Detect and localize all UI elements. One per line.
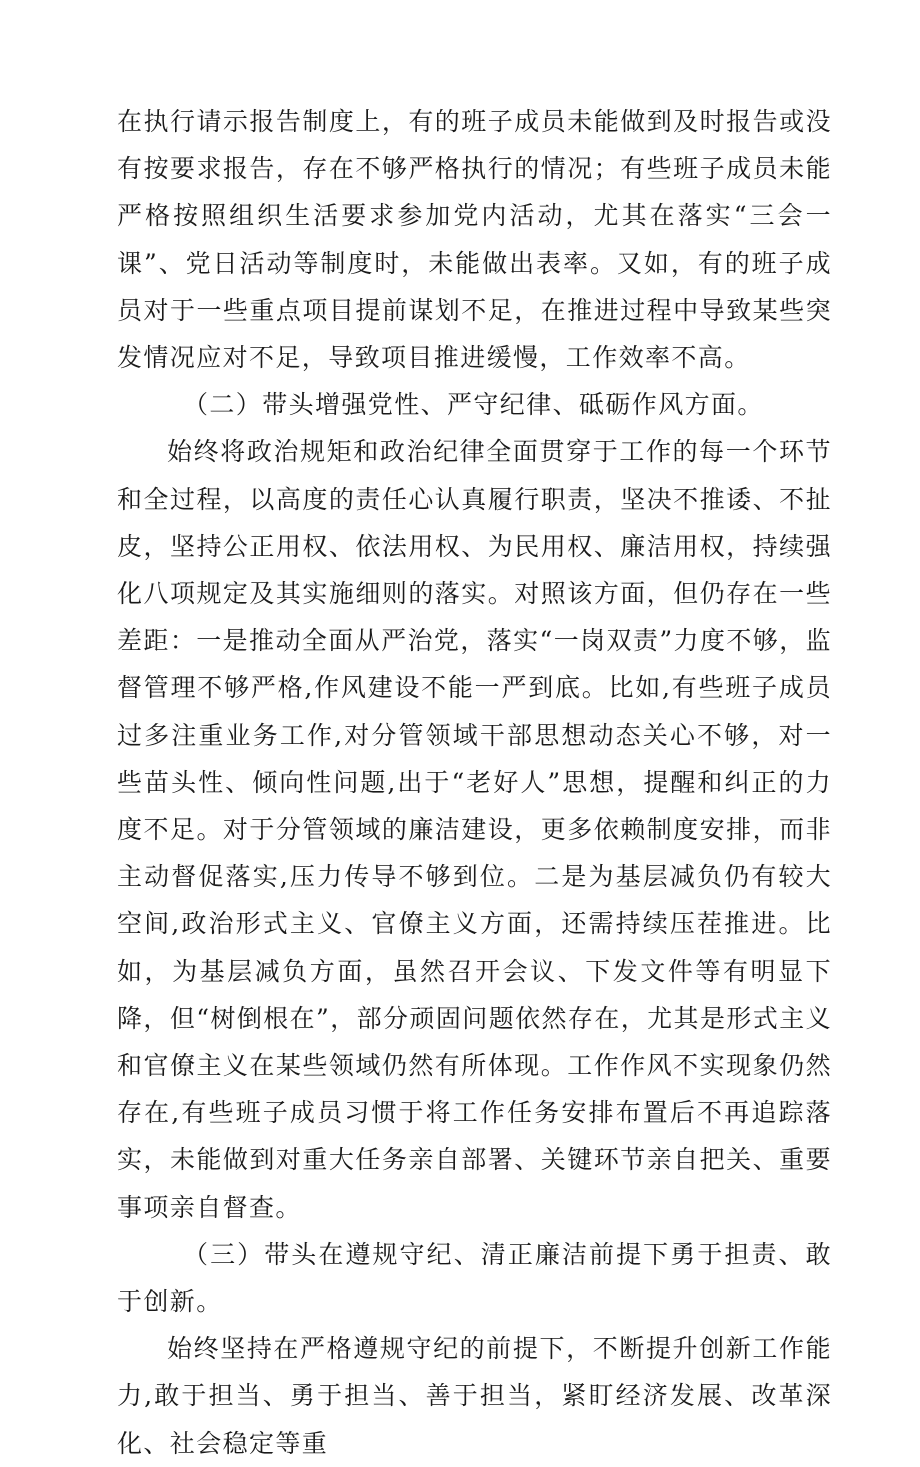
document-page	[117, 98, 832, 1467]
paragraph-continuation: 在执行请示报告制度上，有的班子成员未能做到及时报告或没有按要求报告，存在不够严格执行的情况；有些班子成员未能严格按照组织生活要求参加党内活动，尤其在落实“三会一课”、党日活动等制度时，未能做出表率。又如，有的班子成员对于一些重点项目提前谋划不足，在推进过程中导致某些突发情况应对不足，导致项目推进缓慢，工作效率不高。	[117, 107, 832, 373]
paragraph-section-3: 始终坚持在严格遵规守纪的前提下，不断提升创新工作能力,敢于担当、勇于担当、善于担当，紧盯经济发展、改革深化、社会稳定等重	[117, 1334, 832, 1458]
paragraph-section-2: 始终将政治规矩和政治纪律全面贯穿于工作的每一个环节和全过程，以高度的责任心认真履行职责，坚决不推诿、不扯皮，坚持公正用权、依法用权、为民用权、廉洁用权，持续强化八项规定及其实施细则的落实。对照该方面，但仍存在一些差距：一是推动全面从严治党，落实“一岗双责”力度不够，监督管理不够严格,作风建设不能一严到底。比如,有些班子成员过多注重业务工作,对分管领域干部思想动态关心不够，对一些苗头性、倾向性问题,出于“老好人”思想，提醒和纠正的力度不足。对于分管领域的廉洁建设，更多依赖制度安排，而非主动督促落实,压力传导不够到位。二是为基层减负仍有较大空间,政治形式主义、官僚主义方面，还需持续压茬推进。比如，为基层减负方面，虽然召开会议、下发文件等有明显下降，但“树倒根在”，部分顽固问题依然存在，尤其是形式主义和官僚主义在某些领域仍然有所体现。工作作风不实现象仍然存在,有些班子成员习惯于将工作任务安排布置后不再追踪落实，未能做到对重大任务亲自部署、关键环节亲自把关、重要事项亲自督查。	[117, 437, 832, 1222]
section-heading-2: （二）带头增强党性、严守纪律、砥砺作风方面。	[183, 390, 764, 420]
section-heading-3: （三）带头在遵规守纪、清正廉洁前提下勇于担责、敢于创新。	[117, 1239, 832, 1317]
